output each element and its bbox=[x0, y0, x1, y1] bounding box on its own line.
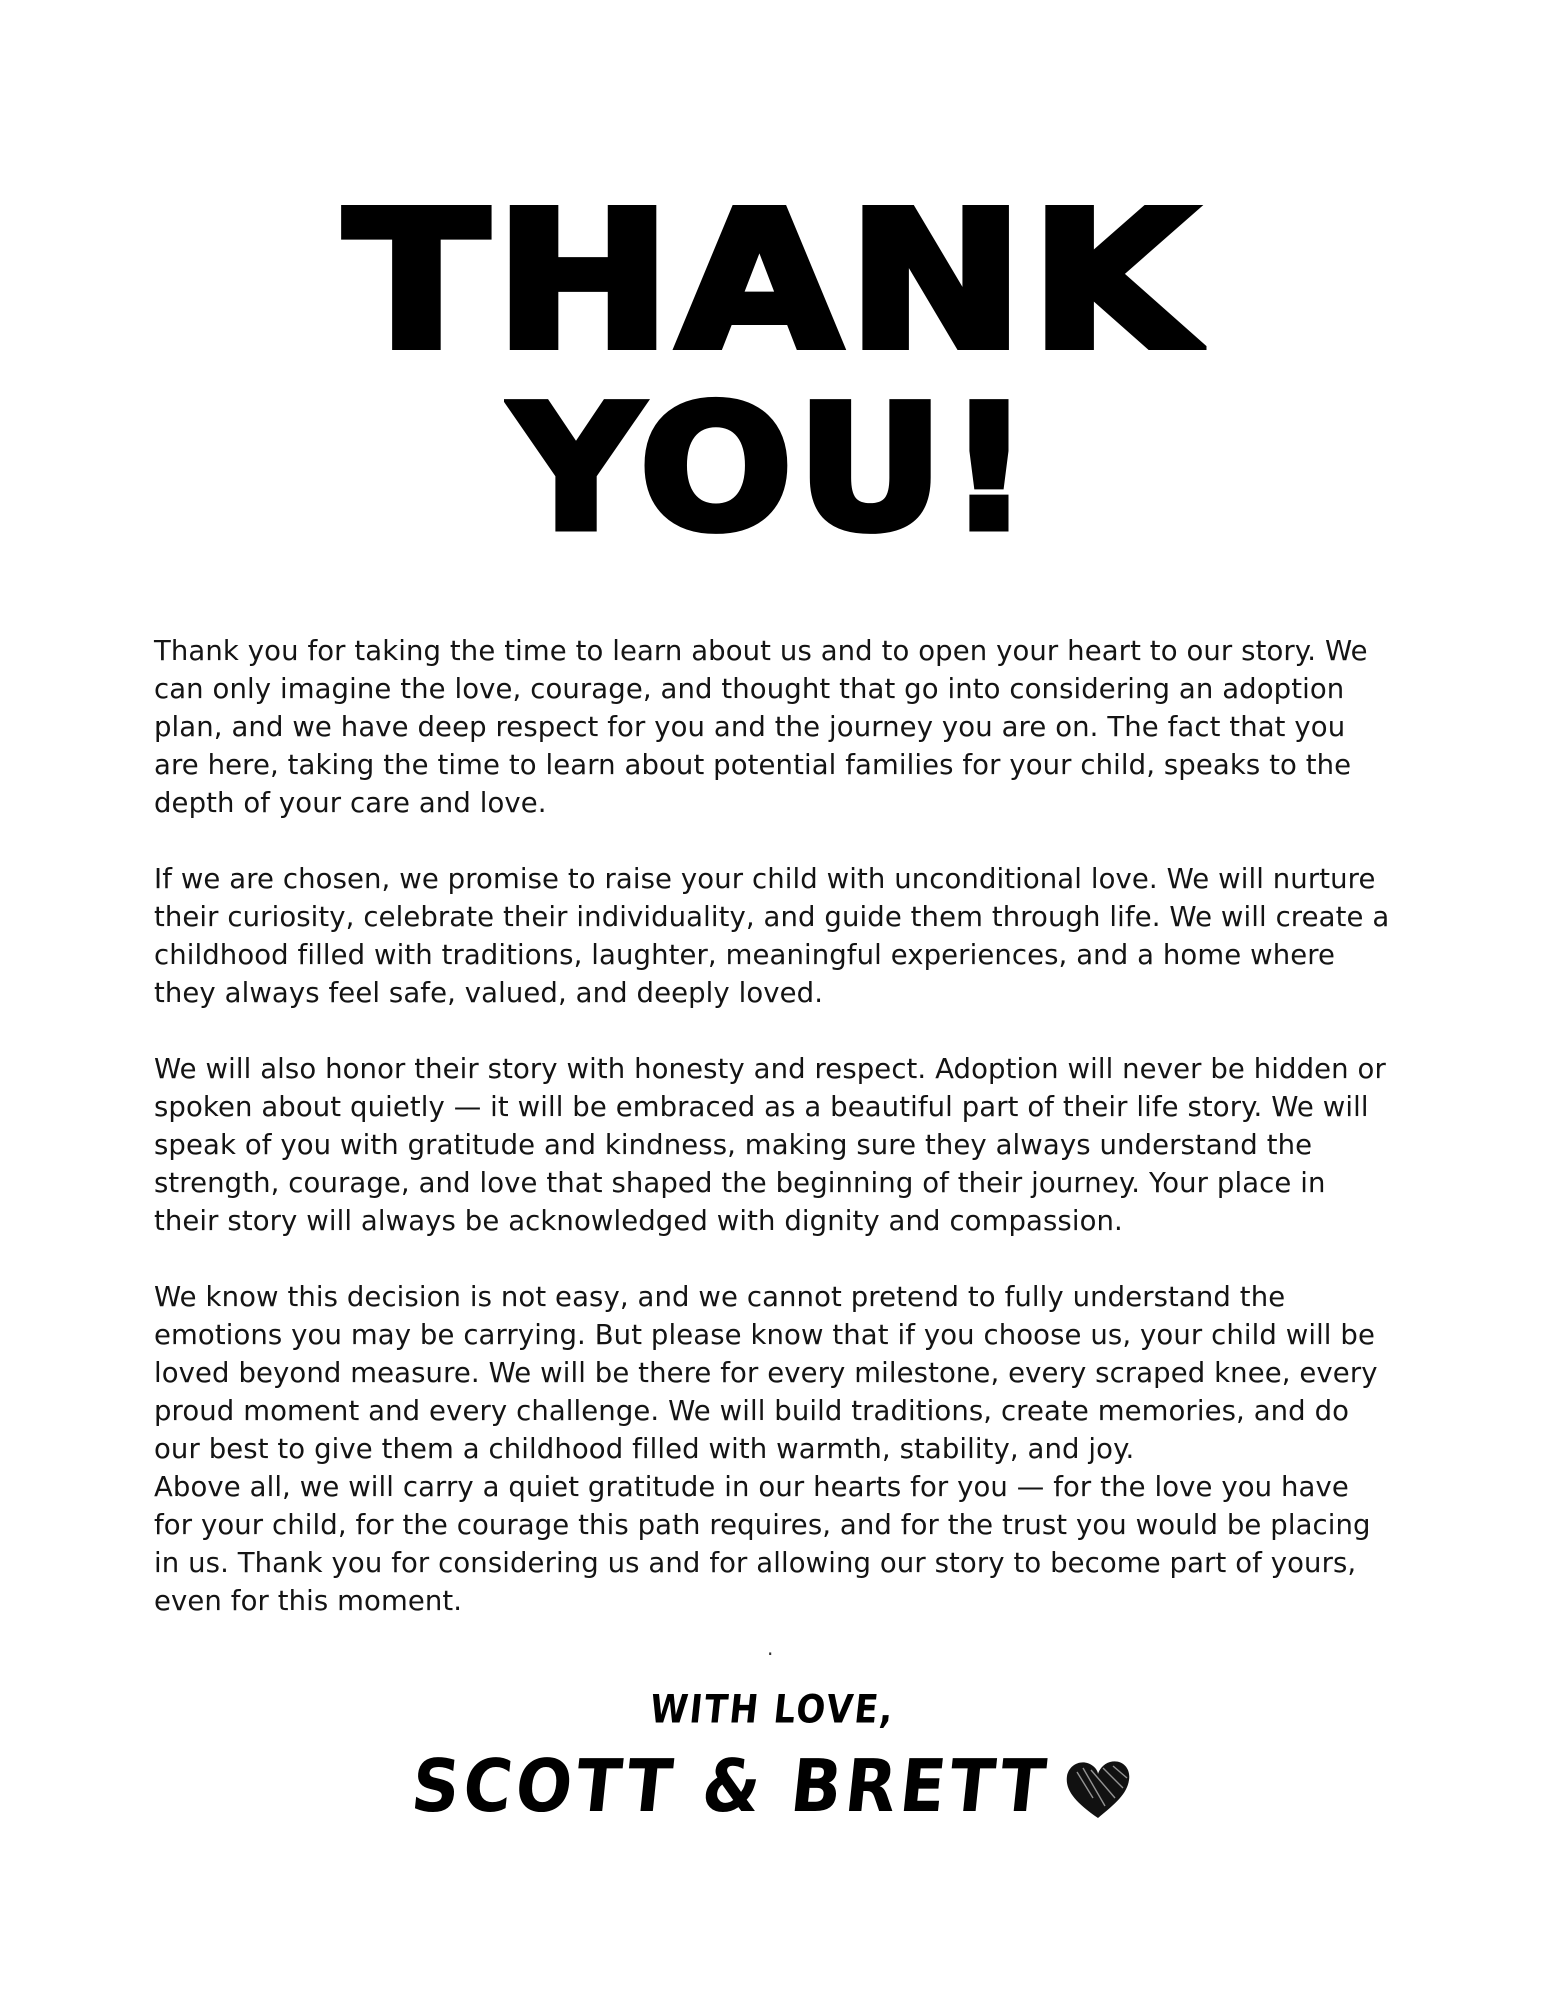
letter-paragraph-1: Thank you for taking the time to learn about us and to open your heart to our story. We can only imagine the love, courage, and thought that go into considering an adoption plan, and we have deep respect for you and the journey you are on. The fact that you are here, taking the time to learn about potential families for your child, speaks to the depth of your care and love. bbox=[154, 635, 1368, 819]
letter-paragraph-3: We will also honor their story with honesty and respect. Adoption will never be hidden or spoken about quietly — it will be embraced as a beautiful part of their life story. We will speak of you with gratitude and kindness, making sure they always understand the strength, courage, and love that shaped the beginning of their journey. Your place in their story will always be acknowledged with dignity and compassion. bbox=[154, 1053, 1386, 1237]
headline-thank: THANK bbox=[344, 172, 1201, 391]
heart-icon bbox=[1063, 1758, 1133, 1822]
letter-paragraph-4: We know this decision is not easy, and we cannot pretend to fully understand the emotions you may be carrying. But please know that if you choose us, your child will be loved beyond measure. We will be there for every milestone, every scraped knee, every proud moment and every challenge. We will build traditions, create memories, and do our best to give them a childhood filled with warmth, stability, and joy. bbox=[154, 1281, 1378, 1465]
signature bbox=[0, 1744, 1545, 1829]
signature-names: SCOTT & BRETT bbox=[407, 1744, 1054, 1829]
letter-paragraph-5: Above all, we will carry a quiet gratitude in our hearts for you — for the love you have for your child, for the courage this path requires, and for the trust you would be placing in us. Thank you for considering us and for allowing our story to become part of yours, even for this moment. bbox=[154, 1471, 1371, 1617]
trailing-dot: . bbox=[767, 1636, 774, 1660]
letter-paragraph-2: If we are chosen, we promise to raise your child with unconditional love. We will nurture their curiosity, celebrate their individuality, and guide them through life. We will create a childhood filled with traditions, laughter, meaningful experiences, and a home where they always feel safe, valued, and deeply loved. bbox=[154, 863, 1390, 1009]
headline-you: YOU! bbox=[510, 368, 1035, 569]
closing-text: WITH LOVE, bbox=[647, 1687, 898, 1733]
letter-body bbox=[154, 632, 1394, 1620]
